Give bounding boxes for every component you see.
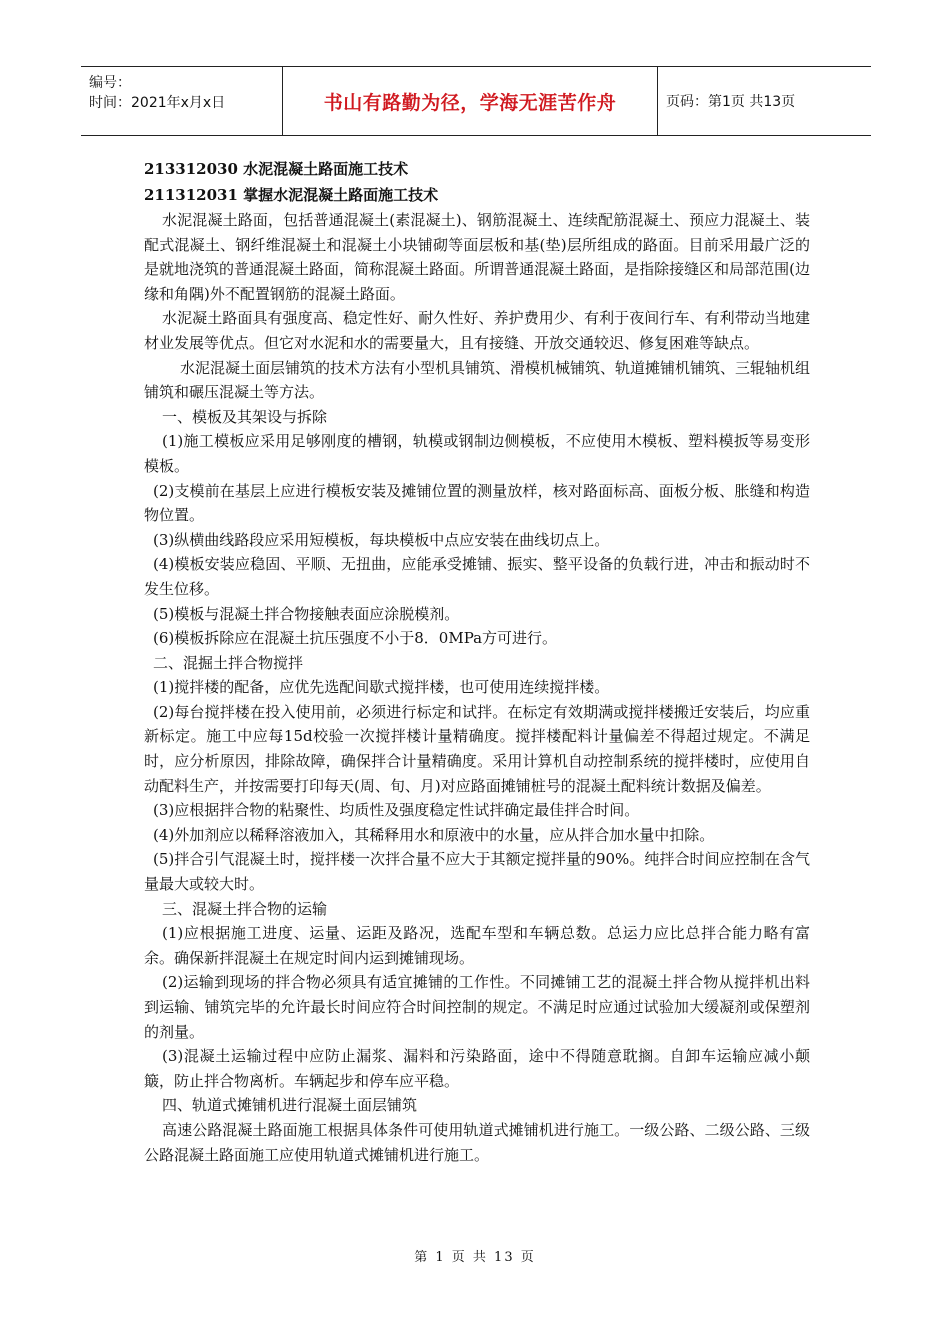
paragraph: 水泥凝土路面具有强度高、稳定性好、耐久性好、养护费用少、有利于夜间行车、有利带动当地建材业发展等优点。但它对水泥和水的需要量大，且有接缝、开放交通较迟、修复困难等缺点。 [144,309,810,352]
list-item: (4)模板安装应稳固、平顺、无扭曲，应能承受摊铺、振实、整平设备的负载行进，冲击和振动时不发生位移。 [144,555,810,598]
list-heading: 三、混凝土拌合物的运输 [162,899,328,918]
list-item: (3)纵横曲线路段应采用短模板，每块模板中点应安装在曲线切点上。 [153,530,610,549]
header-motto: 书山有路勤为径，学海无涯苦作舟 [283,67,658,135]
list-item: (1)应根据施工进度、运量、运距及路况，选配车型和车辆总数。总运力应比总拌合能力略有富余。确保新拌混凝土在规定时间内运到摊铺现场。 [144,924,810,967]
list-heading: 一、模板及其架设与拆除 [162,407,328,426]
list-item: (1)施工模板应采用足够刚度的槽钢，轨模或钢制边侧模板，不应使用木模板、塑料模扳等易变形模板。 [144,432,810,475]
list-item: (3)应根据拌合物的粘聚性、均质性及强度稳定性试拌确定最佳拌合时间。 [153,801,640,820]
list-item: (2)每台搅拌楼在投入使用前，必须进行标定和试拌。在标定有效期满或搅拌楼搬迁安装后，均应重新标定。施工中应每15d校验一次搅拌楼计量精确度。搅拌楼配料计量偏差不得超过规定。不满足时，应分析原因，排除故障，确保拌合计量精确度。采用计算机自动控制系统的搅拌楼时，应使用自动配料生产，并按需要打印每天(周、旬、月)对应路面摊铺桩号的混凝土配料统计数据及偏差。 [144,702,810,795]
document-code-label: 编号： [89,75,131,91]
document-body [144,156,810,1167]
section-heading: 213312030 水泥混凝土路面施工技术 [144,160,409,178]
list-item: (1)搅拌楼的配备，应优先选配间歇式搅拌楼，也可使用连续搅拌楼。 [153,678,610,697]
header-page-info: 页码：第1页 共13页 [666,94,796,110]
paragraph: 水泥混凝土面层铺筑的技术方法有小型机具铺筑、滑模机械铺筑、轨道摊铺机铺筑、三辊轴机组铺筑和碾压混凝土等方法。 [144,358,811,402]
header-meta [81,67,283,135]
list-item: (2)运输到现场的拌合物必须具有适宜摊铺的工作性。不同摊铺工艺的混凝土拌合物从搅拌机出料到运输、铺筑完毕的允许最长时间应符合时间控制的规定。不满足时应通过试验加大缓凝剂或保塑剂的剂量。 [144,973,810,1041]
list-item: (5)模板与混凝土拌合物接触表面应涂脱模剂。 [153,604,460,623]
list-heading: 四、轨道式摊铺机进行混凝土面层铺筑 [162,1096,418,1115]
paragraph: 高速公路混凝土路面施工根据具体条件可使用轨道式摊铺机进行施工。一级公路、二级公路、三级公路混凝土路面施工应使用轨道式摊铺机进行施工。 [144,1120,810,1164]
list-item: (3)混凝土运输过程中应防止漏浆、漏料和污染路面，途中不得随意耽搁。自卸车运输应减小颠簸，防止拌合物离析。车辆起步和停车应平稳。 [144,1047,810,1090]
page-footer: 第 1 页 共 13 页 [414,1250,536,1265]
page-header [81,66,871,136]
list-item: (2)支模前在基层上应进行模板安装及摊铺位置的测量放样，核对路面标高、面板分板、胀缝和构造物位置。 [144,481,810,525]
subsection-heading: 211312031 掌握水泥混凝土路面施工技术 [144,186,439,204]
paragraph: 水泥混凝土路面，包括普通混凝土(素混凝土)、钢筋混凝土、连续配筋混凝土、预应力混凝土、装配式混凝土、钢纤维混凝土和混凝土小块铺砌等面层板和基(垫)层所组成的路面。目前采用最广泛的是就地浇筑的普通混凝土路面，简称混凝土路面。所谓普通混凝土路面，是指除接缝区和局部范围(边缘和角隅)外不配置钢筋的混凝土路面。 [144,211,810,303]
list-heading: 二、混掘土拌合物搅拌 [153,653,304,672]
list-item: (4)外加剂应以稀释溶液加入，其稀释用水和原液中的水量，应从拌合加水量中扣除。 [153,825,715,844]
document-time-label: 时间：2021年x月x日 [89,95,226,111]
list-item: (5)拌合引气混凝土时，搅拌楼一次拌合量不应大于其额定搅拌量的90%。纯拌合时间应控制在含气量最大或较大时。 [144,850,810,894]
list-item: (6)模板拆除应在混凝土抗压强度不小于8．0MPa方可进行。 [153,629,558,648]
